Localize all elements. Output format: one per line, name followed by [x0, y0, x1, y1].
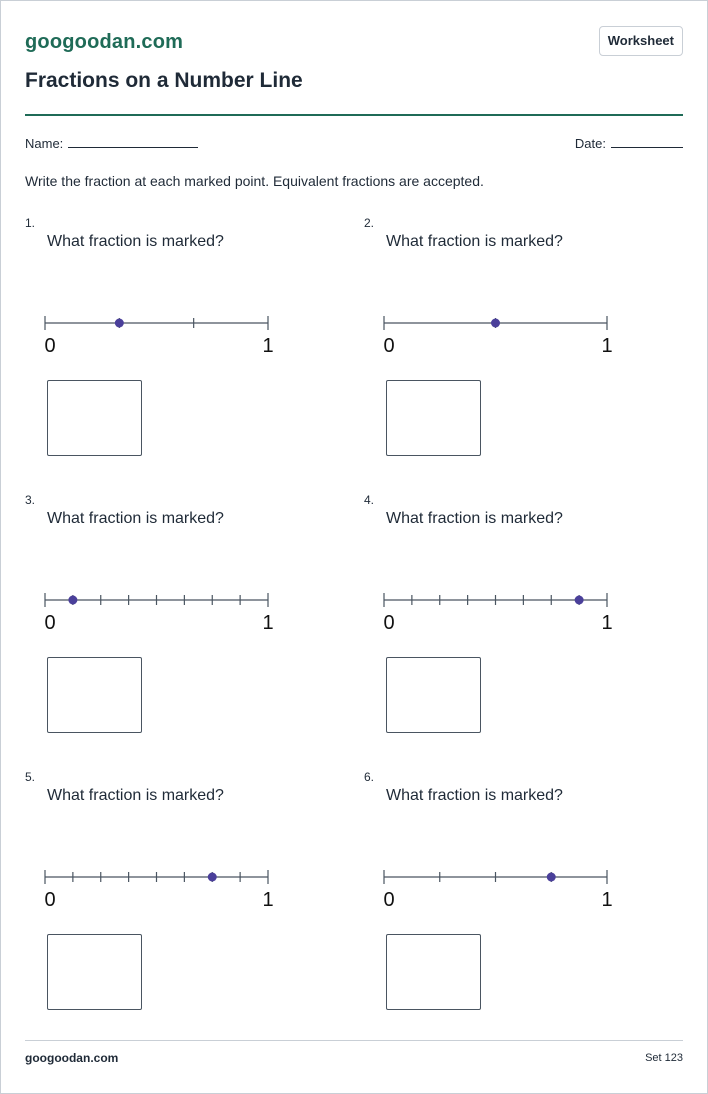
- number-line-end-label: 1: [262, 612, 274, 634]
- number-line: [25, 298, 295, 360]
- marked-point: [208, 873, 217, 882]
- answer-box[interactable]: [386, 934, 481, 1010]
- number-line-end-label: 1: [601, 335, 613, 357]
- answer-box[interactable]: [47, 380, 142, 456]
- footer-divider: [25, 1040, 683, 1041]
- marked-point: [575, 596, 584, 605]
- problem-question: What fraction is marked?: [47, 787, 224, 804]
- number-line-start-label: 0: [44, 612, 56, 634]
- problem-number: 5.: [25, 770, 36, 784]
- footer-set-number: Set 123: [645, 1052, 683, 1064]
- number-line: [364, 852, 634, 914]
- date-field: [575, 135, 683, 151]
- number-line: [364, 298, 634, 360]
- answer-box[interactable]: [47, 657, 142, 733]
- number-line-end-label: 1: [262, 335, 274, 357]
- number-line: [364, 575, 634, 637]
- number-line-end-label: 1: [262, 889, 274, 911]
- number-line-start-label: 0: [44, 889, 56, 911]
- worksheet-badge: Worksheet: [599, 26, 683, 56]
- number-line-start-label: 0: [44, 335, 56, 357]
- number-line: [25, 575, 295, 637]
- name-field: [25, 135, 198, 151]
- date-blank-line[interactable]: [611, 135, 683, 148]
- header-divider: [25, 114, 683, 116]
- problem-card: [364, 493, 664, 753]
- problem-number: 3.: [25, 493, 36, 507]
- problem-question: What fraction is marked?: [386, 233, 563, 250]
- number-line-end-label: 1: [601, 612, 613, 634]
- problem-number: 6.: [364, 770, 375, 784]
- problem-card: [364, 770, 664, 1030]
- problem-question: What fraction is marked?: [386, 787, 563, 804]
- problem-question: What fraction is marked?: [386, 510, 563, 527]
- problem-question: What fraction is marked?: [47, 233, 224, 250]
- brand-logo-text: googoodan.com: [25, 31, 184, 53]
- problem-number: 2.: [364, 216, 375, 230]
- instructions-text: Write the fraction at each marked point. Equivalent fractions are accepted.: [25, 173, 484, 189]
- page-title: Fractions on a Number Line: [25, 69, 303, 92]
- problem-card: [364, 216, 664, 476]
- number-line-start-label: 0: [383, 889, 395, 911]
- number-line-end-label: 1: [601, 889, 613, 911]
- number-line-start-label: 0: [383, 612, 395, 634]
- problem-card: [25, 216, 325, 476]
- problem-question: What fraction is marked?: [47, 510, 224, 527]
- problem-number: 1.: [25, 216, 36, 230]
- name-blank-line[interactable]: [68, 135, 198, 148]
- name-label: Name:: [25, 136, 64, 151]
- date-label: Date:: [574, 136, 606, 151]
- problem-card: [25, 493, 325, 753]
- marked-point: [115, 319, 124, 328]
- answer-box[interactable]: [47, 934, 142, 1010]
- answer-box[interactable]: [386, 380, 481, 456]
- marked-point: [68, 596, 77, 605]
- problem-card: [25, 770, 325, 1030]
- number-line: [25, 852, 295, 914]
- marked-point: [547, 873, 556, 882]
- number-line-start-label: 0: [383, 335, 395, 357]
- footer-site: googoodan.com: [25, 1051, 119, 1065]
- marked-point: [491, 319, 500, 328]
- answer-box[interactable]: [386, 657, 481, 733]
- problem-number: 4.: [364, 493, 375, 507]
